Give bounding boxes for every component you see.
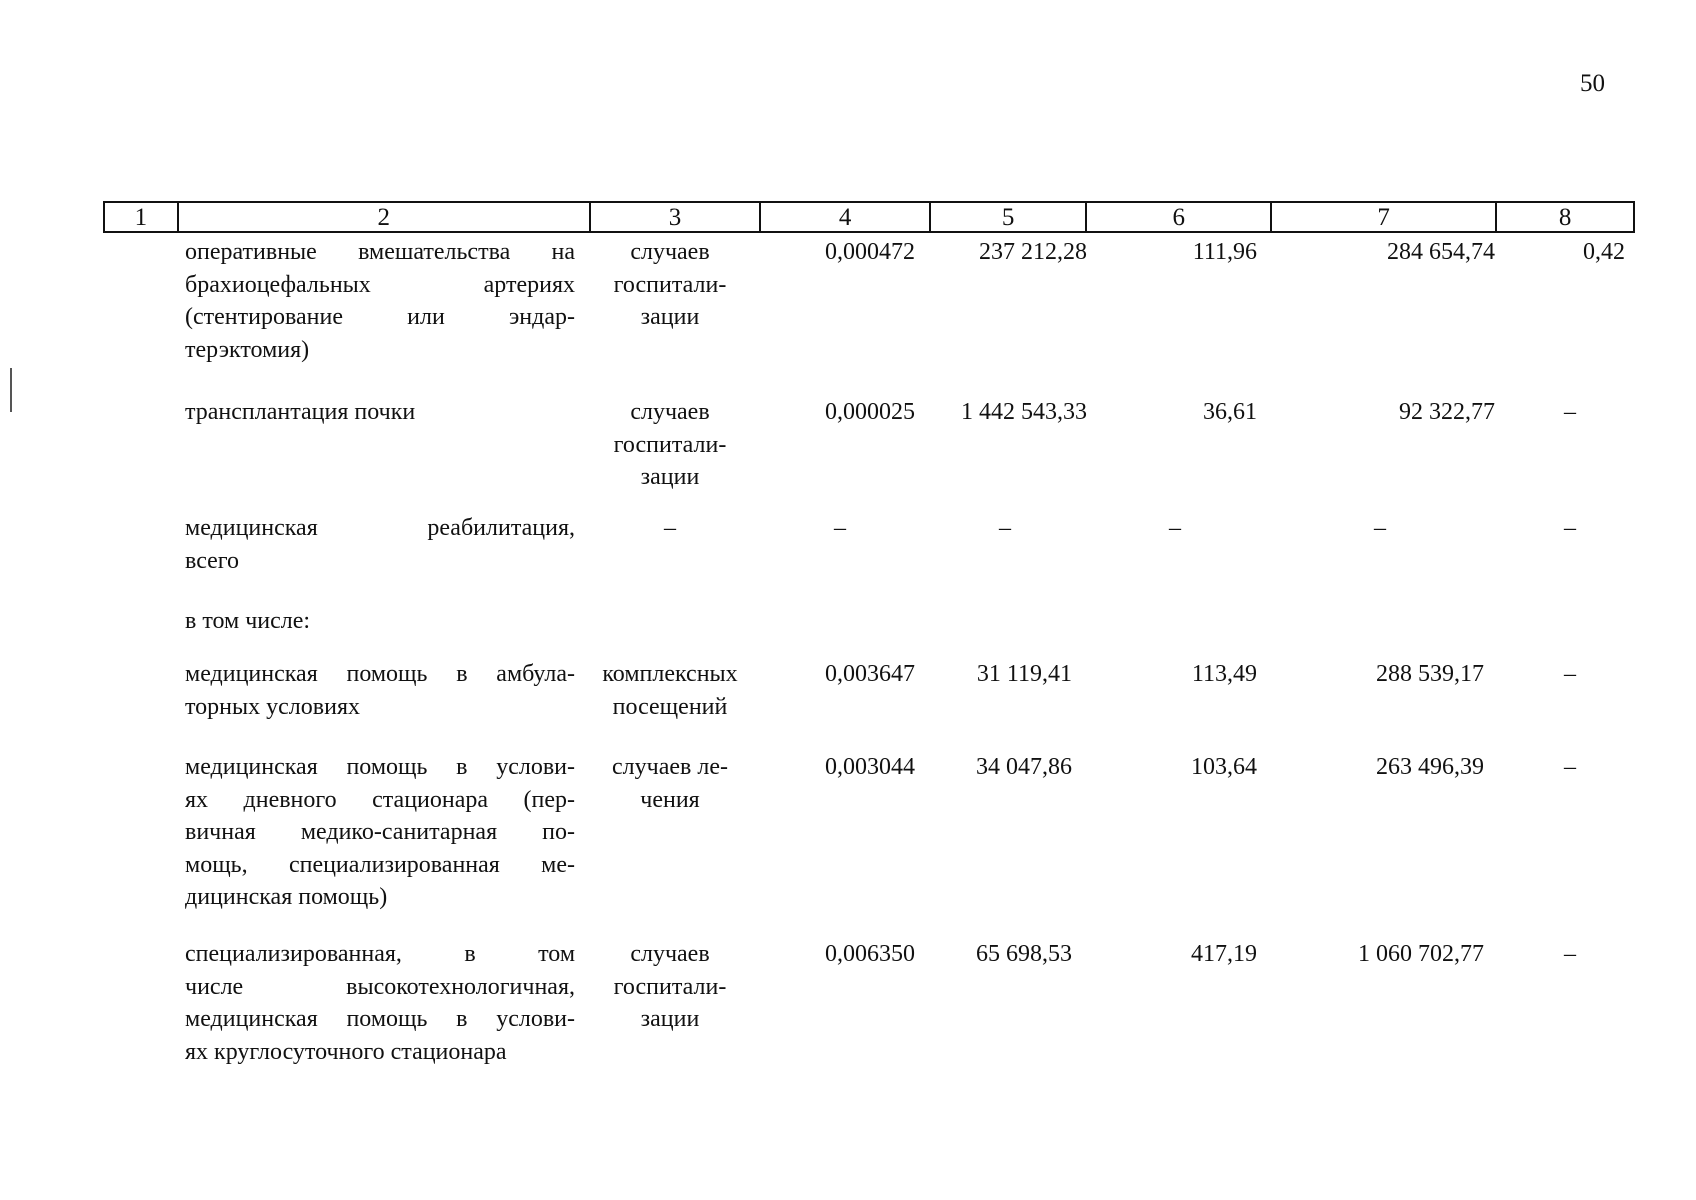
row-unit-line: случаев ле-	[612, 754, 728, 780]
row-col-5: 31 119,41	[976, 661, 1072, 687]
row-unit-line: посещений	[612, 693, 728, 720]
row-col-7: 284 654,74	[1387, 239, 1495, 265]
row-name	[185, 938, 575, 1068]
row-col-8: –	[1564, 754, 1576, 780]
row-name-line: в том числе:	[185, 608, 311, 634]
row-unit-line: госпитали-	[613, 271, 727, 298]
row-unit	[580, 751, 760, 816]
row-col-5: 1 442 543,33	[961, 399, 1087, 425]
row-unit-line: –	[664, 515, 676, 541]
row-unit-line: комплексных	[602, 661, 738, 687]
row-col-7: 263 496,39	[1376, 754, 1484, 780]
row-name-line: терэктомия)	[185, 336, 310, 363]
row-name-line: дицинская помощь)	[185, 884, 388, 910]
row-name-line: всего	[185, 547, 240, 574]
row-unit-line: госпитали-	[613, 973, 727, 1000]
row-col-5: –	[999, 515, 1011, 541]
row-name-line: числе высокотехнологичная,	[185, 973, 575, 1000]
row-name-line: торных условиях	[185, 693, 360, 720]
row-col-8: –	[1564, 399, 1576, 425]
row-name-line: (стентирование или эндар-	[185, 304, 575, 330]
row-col-4: 0,003044	[825, 754, 915, 780]
row-col-8: –	[1564, 941, 1576, 967]
header-col-5: 5	[929, 203, 1086, 231]
scan-artifact-line	[10, 368, 12, 412]
row-name-line: брахиоцефальных артериях	[185, 271, 575, 298]
row-name	[185, 236, 575, 366]
row-col-6: 36,61	[1203, 399, 1257, 425]
row-unit	[580, 512, 760, 545]
row-col-6: 111,96	[1192, 239, 1257, 265]
row-col-4: 0,003647	[825, 661, 915, 687]
row-unit	[580, 236, 760, 334]
row-col-7: –	[1374, 515, 1386, 541]
row-name-line: специализированная, в том	[185, 941, 575, 967]
row-col-7: 1 060 702,77	[1358, 941, 1484, 967]
row-col-4: 0,000025	[825, 399, 915, 425]
row-name	[185, 658, 575, 723]
table-column-number-header	[103, 201, 1635, 233]
page-number: 50	[1580, 70, 1605, 97]
row-col-8: –	[1564, 661, 1576, 687]
row-name-line: оперативные вмешательства на	[185, 239, 575, 265]
header-col-8: 8	[1495, 203, 1633, 231]
header-col-3: 3	[589, 203, 760, 231]
header-col-1: 1	[134, 204, 148, 231]
header-col-6: 6	[1085, 203, 1270, 231]
row-unit	[580, 938, 760, 1036]
row-col-5: 65 698,53	[976, 941, 1072, 967]
row-unit-line: чения	[640, 786, 700, 813]
row-unit-line: случаев	[630, 399, 710, 425]
row-col-5: 237 212,28	[979, 239, 1087, 265]
row-name-line: медицинская реабилитация,	[185, 515, 575, 541]
row-col-8: 0,42	[1583, 239, 1625, 265]
row-col-4: –	[834, 515, 846, 541]
row-col-6: 113,49	[1191, 661, 1257, 687]
row-unit-line: случаев	[630, 239, 710, 265]
row-unit	[580, 658, 760, 723]
row-name-line: мощь, специализированная ме-	[185, 851, 575, 878]
row-name-line: медицинская помощь в услови-	[185, 1006, 575, 1032]
row-name	[185, 605, 575, 638]
row-name	[185, 512, 575, 577]
row-unit-line: зации	[640, 464, 700, 490]
row-col-4: 0,006350	[825, 941, 915, 967]
row-name	[185, 751, 575, 914]
header-col-7: 7	[1270, 203, 1495, 231]
row-col-7: 92 322,77	[1399, 399, 1495, 425]
row-col-6: 103,64	[1191, 754, 1257, 780]
row-name-line: медицинская помощь в услови-	[185, 754, 575, 780]
row-unit-line: зации	[640, 1006, 700, 1032]
row-unit	[580, 396, 760, 494]
row-name-line: медицинская помощь в амбула-	[185, 661, 575, 687]
row-name	[185, 396, 575, 429]
row-unit-line: случаев	[630, 941, 710, 967]
row-name-line: вичная медико-санитарная по-	[185, 819, 575, 845]
row-unit-line: госпитали-	[613, 431, 727, 458]
row-unit-line: зации	[640, 304, 700, 330]
row-name-line: трансплантация почки	[185, 399, 416, 425]
row-col-8: –	[1564, 515, 1576, 541]
row-col-4: 0,000472	[825, 239, 915, 265]
row-col-6: 417,19	[1191, 941, 1257, 967]
row-col-6: –	[1169, 515, 1181, 541]
row-col-5: 34 047,86	[976, 754, 1072, 780]
row-col-7: 288 539,17	[1376, 661, 1484, 687]
header-col-4: 4	[759, 203, 929, 231]
row-name-line: ях дневного стационара (пер-	[185, 786, 575, 813]
header-col-2: 2	[177, 203, 589, 231]
row-name-line: ях круглосуточного стационара	[185, 1038, 507, 1065]
